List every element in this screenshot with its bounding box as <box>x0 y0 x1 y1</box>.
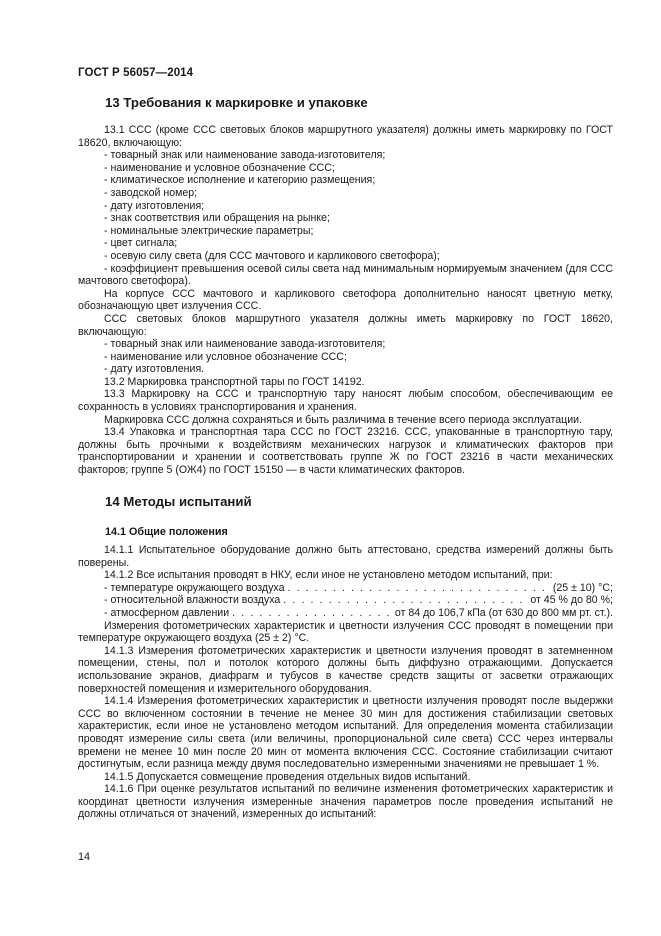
list-item: - товарный знак или наименование завода-изготовителя; <box>104 338 386 351</box>
leader-dots <box>283 594 527 607</box>
section-14-title: 14 Методы испытаний <box>105 494 252 509</box>
paragraph-14-1-3: 14.1.3 Измерения фотометрических характеристик и цветности излучения проводят в затемненном помещении, стены, пол и потолок которого должны быть диффузно отражающими. Допускается использование экранов, диафрагм и тубусов в качестве средств защиты от засветки отражающих поверхностей помещения и измерительного оборудования. <box>78 644 613 695</box>
list-item: - наименование и условное обозначение ССС; <box>104 161 335 174</box>
paragraph-13-3: 13.3 Маркировку на ССС и транспортную тару наносят любым способом, обеспечивающим ее сохранность в условиях транспортирования и хранения. <box>78 388 613 414</box>
list-item: - цвет сигнала; <box>104 237 178 250</box>
leader-dots <box>232 607 392 620</box>
list-item: - климатическое исполнение и категорию размещения; <box>104 174 376 187</box>
paragraph-route-marking: ССС световых блоков маршрутного указателя должны иметь маркировку по ГОСТ 18620, включающую: <box>78 312 613 338</box>
paragraph-marking-durability: Маркировка ССС должна сохраняться и быть различима в течение всего периода эксплуатации. <box>104 413 583 426</box>
condition-label: - температуре окружающего воздуха <box>104 581 285 594</box>
document-header: ГОСТ Р 56057—2014 <box>78 67 194 79</box>
condition-value: от 45 % до 80 %; <box>530 594 613 607</box>
section-14-body <box>78 544 613 821</box>
condition-label: - относительной влажности воздуха <box>104 594 281 607</box>
condition-row <box>78 607 613 620</box>
paragraph-14-1-6: 14.1.6 При оценке результатов испытаний по величине изменения фотометрических характеристик и координат цветности излучения измеренные значения параметров после проведения испытаний не должны отличаться от значений, измеренных до испытаний: <box>78 783 613 821</box>
leader-dots <box>287 582 549 595</box>
paragraph-mast-marking: На корпусе ССС мачтового и карликового светофора дополнительно наносят цветную метку, обозначающую цвет излучения ССС. <box>78 287 613 313</box>
list-item: - осевую силу света (для ССС мачтового и карликового светофора); <box>104 249 440 262</box>
paragraph-14-1-1: 14.1.1 Испытательное оборудование должно быть аттестовано, средства измерений должны быть поверены. <box>78 544 613 569</box>
list-item: - знак соответствия или обращения на рынке; <box>104 212 330 225</box>
section-13-body <box>78 124 613 477</box>
paragraph-13-4: 13.4 Упаковка и транспортная тара ССС по ГОСТ 23216. ССС, упакованные в транспортную тару, должны быть прочными к воздействиям механических нагрузок и климатических факторов при транспортировании и хранении и соответствовать группе Ж по ГОСТ 23216 в части механических факторов; группе 5 (ОЖ4) по ГОСТ 15150 — в части климатических факторов. <box>78 426 613 477</box>
list-item: - заводской номер; <box>104 186 198 199</box>
list-item: - номинальные электрические параметры; <box>104 224 314 237</box>
condition-value: от 84 до 106,7 кПа (от 630 до 800 мм рт. ст.). <box>394 606 613 619</box>
subsection-14-1-title: 14.1 Общие положения <box>105 526 228 538</box>
condition-value: (25 ± 10) °С; <box>552 581 613 594</box>
section-13-title: 13 Требования к маркировке и упаковке <box>105 95 368 110</box>
paragraph-measurement-temperature: Измерения фотометрических характеристик и цветности излучения ССС проводят в помещении при температуре окружающего воздуха (25 ± 2) °С. <box>78 619 613 645</box>
paragraph-14-1-4: 14.1.4 Измерения фотометрических характеристик и цветности излучения проводят после выдержки ССС во включенном состоянии в течение не менее 30 мин для достижения стабилизации световых характеристик, если иное не установлено методом испытаний. Для определения момента стабилизации проводят измерение силы света (или величины, пропорциональной силе света) ССС через интервалы времени не менее 10 мин после 20 мин от момента включения ССС. Состояние стабилизации считают достигнутым, если разница между двумя последовательно измеренными значениями не превышает 1 %. <box>78 695 613 771</box>
list-item: - коэффициент превышения осевой силы света над минимальным нормируемым значением (для ССС мачтового светофора). <box>78 262 613 288</box>
list-item: - наименование или условное обозначение ССС; <box>104 350 347 363</box>
condition-label: - атмосферном давлении <box>104 606 230 619</box>
list-item: - товарный знак или наименование завода-изготовителя; <box>104 149 386 162</box>
condition-row <box>78 594 613 607</box>
paragraph-14-1-5: 14.1.5 Допускается совмещение проведения отдельных видов испытаний. <box>104 770 471 783</box>
page-number: 14 <box>78 851 91 863</box>
paragraph-13-1: 13.1 ССС (кроме ССС световых блоков маршрутного указателя) должны иметь маркировку по ГОСТ 18620, включающую: <box>78 124 613 149</box>
paragraph-14-1-2: 14.1.2 Все испытания проводят в НКУ, если иное не установлено методом испытаний, при: <box>104 569 553 582</box>
list-item: - дату изготовления; <box>104 199 205 212</box>
paragraph-13-2: 13.2 Маркировка транспортной тары по ГОСТ 14192. <box>104 375 365 388</box>
list-item: - дату изготовления. <box>104 363 205 376</box>
condition-row <box>78 582 613 595</box>
